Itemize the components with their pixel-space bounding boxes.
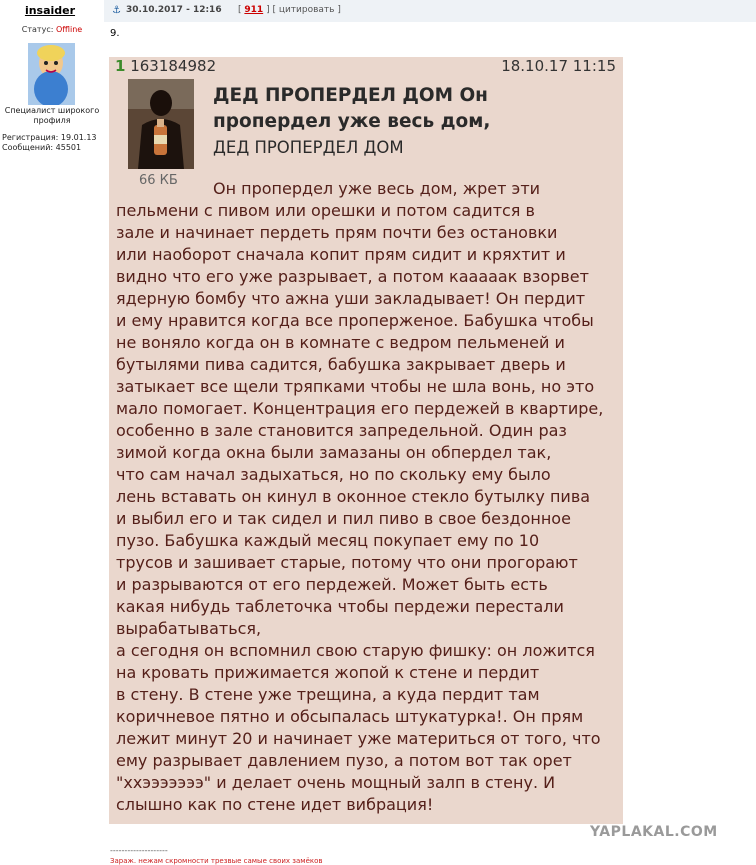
user-panel [0,0,104,863]
post-body-line: лежит минут 20 и начинает уже материться от того, что [116,729,601,748]
username-link[interactable]: insaider [24,4,76,17]
post-body-line: слышно как по стене идет вибрация! [116,795,434,814]
post-body-line: лень вставать он кинул в оконное стекло бутылку пива [116,487,591,506]
post-body-line: вырабатываться, [116,619,262,638]
screenshot-timestamp: 18.10.17 11:15 [501,57,616,75]
post-body-line: или наоборот сначала копит прям сидит и кряхтит и [116,245,566,264]
anchor-icon[interactable]: ⚓ [112,5,121,16]
post-body-line: пузо. Бабушка каждый месяц покупает ему по 10 [116,531,540,550]
message-count: Сообщений: 45501 [2,143,82,152]
post-datetime: 30.10.2017 - 12:16 [126,5,222,15]
post-body-line: трусов и зашивает старые, потому что они прогорают [116,553,578,572]
user-rank [0,106,104,126]
post-header [104,0,756,22]
post-body-line: и разрываются от его пердежей. Может быть есть [116,575,548,594]
signature-text: Зараж. нежам скромности трезвые самые своих замёков [110,857,323,865]
avatar[interactable] [28,43,75,105]
post-body-line: на кровать прижимается жопой к стене и пердит [116,663,540,682]
headline-line-1: ДЕД ПРОПЕРДЕЛ ДОМ Он [213,85,488,106]
post-body-line: бутылями пива садится, бабушка закрывает дверь и [116,355,566,374]
post-body-line: особенно в зале становится запредельной. Один раз [116,421,567,440]
post-body-line: и ему нравится когда все проперженое. Бабушка чтобы [116,311,594,330]
post-body-line: затыкает все щели тряпками чтобы не шла вонь, но это [116,377,595,396]
post-body-line: в стену. В стене уже трещина, а куда пердит там [116,685,540,704]
avatar-figure-icon [28,43,75,105]
image-file-size: 66 КБ [139,173,178,188]
status-offline: Offline [55,25,83,34]
post-body-line: коричневое пятно и обсыпалась штукатурка!. Он прям [116,707,584,726]
post-body-line: не воняло когда он в комнате с ведром пельменей и [116,333,565,352]
registration-date: Регистрация: 19.01.13 [2,133,97,142]
signature-separator: -------------------- [110,846,168,855]
vote-bracket-open: [ [238,5,242,15]
post-body-line: ему разрывает давлением пузо, а потом вот так орет [116,751,572,770]
post-headline [213,83,613,161]
post-body-line: что сам начал задыхаться, но по скольку ему было [116,465,551,484]
post-body-line: "ххэээээээ" и делает очень мощный залп в стену. И [116,773,556,792]
vote-bracket-close: ] [266,5,270,15]
user-status [0,25,104,34]
post-num-prefix: 1 [115,57,126,75]
man-with-beer-icon [128,79,194,169]
quote-link[interactable]: [ цитировать ] [272,5,341,15]
user-meta [2,133,97,153]
headline-line-3: ДЕД ПРОПЕРДЕЛ ДОМ [213,138,404,157]
vote-count-link[interactable]: 911 [244,5,264,15]
site-watermark: YAPLAKAL.COM [590,824,718,840]
embedded-screenshot[interactable] [109,57,623,824]
rank-line-1: Специалист широкого [4,106,100,115]
post-body-line: и выбил его и так сидел и пил пиво в свое бездонное [116,509,571,528]
post-votes [238,5,341,15]
status-label: Статус: [21,25,54,34]
post-body-line: ядерную бомбу что ажна уши закладывает! Он пердит [116,289,586,308]
headline-line-2: пропердел уже весь дом, [213,111,491,132]
screenshot-post-id [115,57,216,75]
post-body-line: Он пропердел уже весь дом, жрет эти [213,179,541,198]
post-body-line: какая нибудь таблеточка чтобы пердежи перестали [116,597,564,616]
rank-line-2: профиля [33,116,71,125]
post-number: 9. [110,28,120,39]
post-body-line: а сегодня он вспомнил свою старую фишку: он ложится [116,641,595,660]
post-body-line: видно что его уже разрывает, а потом каааaак взорвет [116,267,589,286]
post-thumbnail[interactable] [128,79,194,169]
post-body-line: пельмени с пивом или орешки и потом садится в [116,201,535,220]
post-body-line: зимой когда окна были замазаны он обпердел так, [116,443,552,462]
post-body-line: мало помогает. Концентрация его пердежей в квартире, [116,399,604,418]
post-body-line: зале и начинает пердеть прям почти без остановки [116,223,558,242]
post-id: 163184982 [130,57,217,75]
